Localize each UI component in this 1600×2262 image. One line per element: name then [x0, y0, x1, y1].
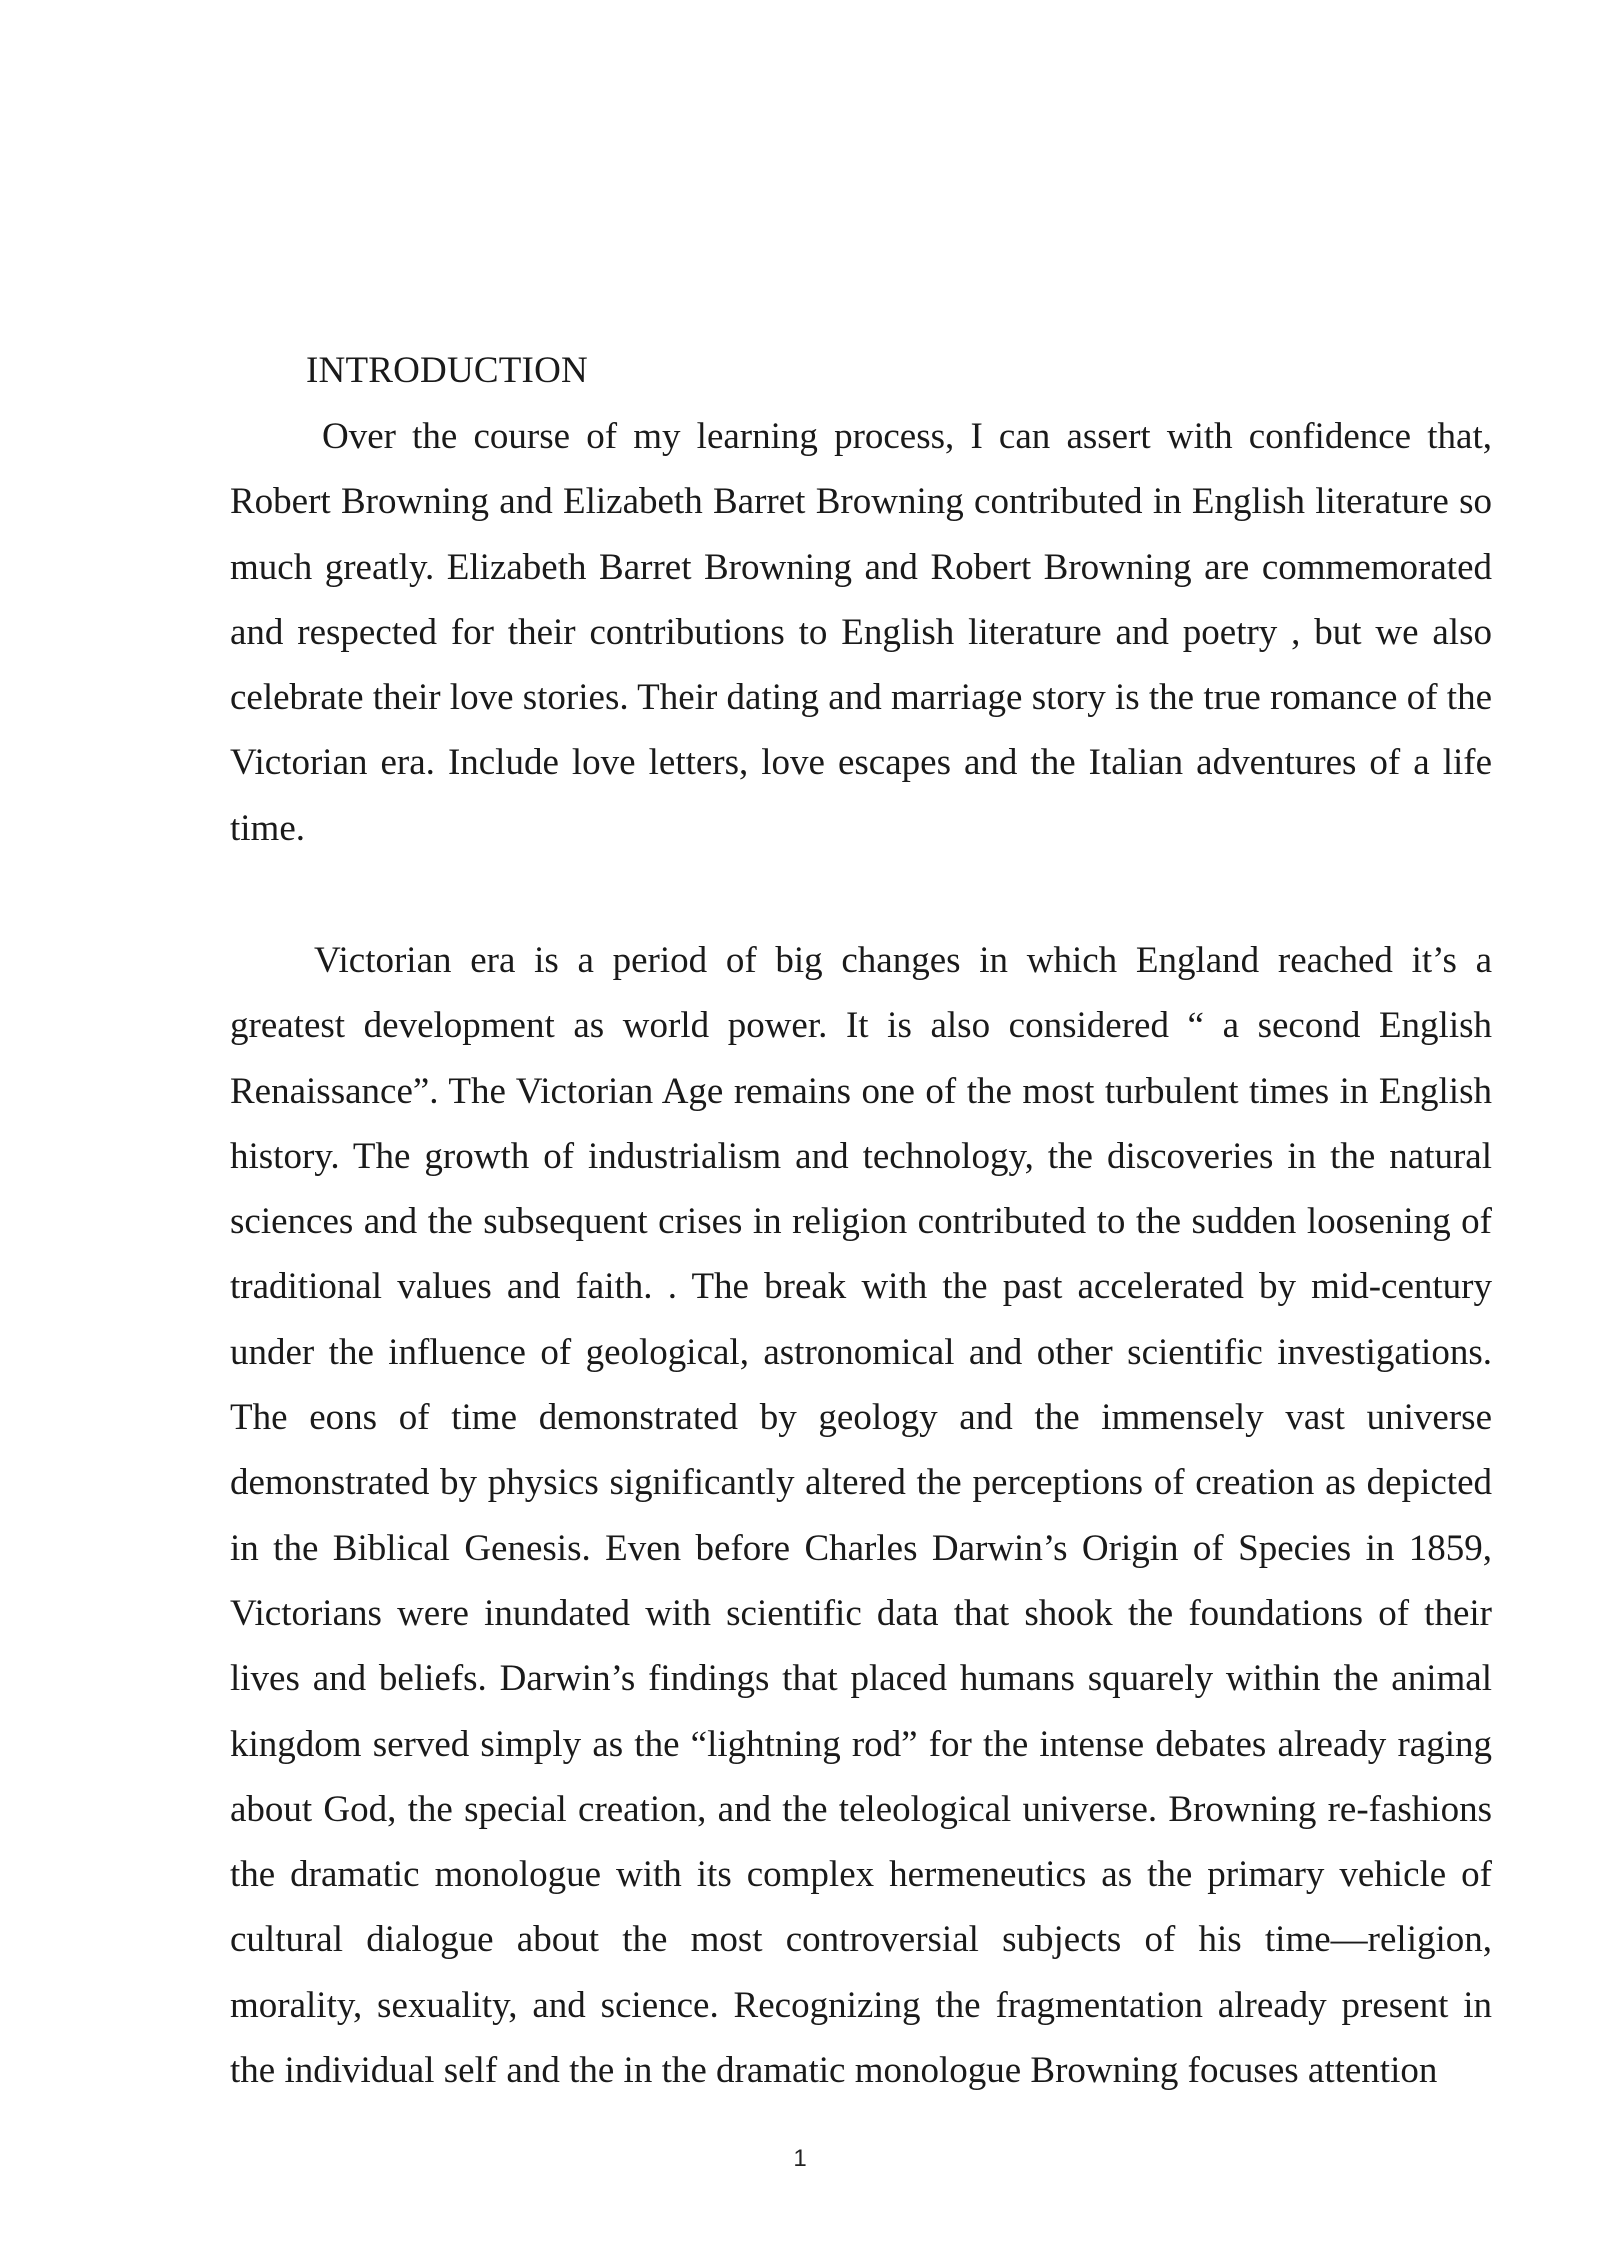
section-heading: INTRODUCTION [306, 350, 588, 391]
intro-paragraph: Over the course of my learning process, I can assert with confidence that, Robert Browning and Elizabeth Barret Browning contributed in English literature so much greatly. Elizabeth Barret Browning and Robert Browning are commemorated and respected for their contributions to English literature and poetry , but we also celebrate their love stories. Their dating and marriage story is the true romance of the Victorian era. Include love letters, love escapes and the Italian adventures of a life time. [230, 416, 1492, 849]
page-number: 1 [793, 2145, 807, 2172]
victorian-era-paragraph: Victorian era is a period of big changes in which England reached it’s a greatest development as world power. It is also considered “ a second English Renaissance”. The Victorian Age remains one of the most turbulent times in English history. The growth of industrialism and technology, the discoveries in the natural sciences and the subsequent crises in religion contributed to the sudden loosening of traditional values and faith. . The break with the past accelerated by mid-century under the influence of geological, astronomical and other scientific investigations. The eons of time demonstrated by geology and the immensely vast universe demonstrated by physics significantly altered the perceptions of creation as depicted in the Biblical Genesis. Even before Charles Darwin’s Origin of Species in 1859, Victorians were inundated with scientific data that shook the foundations of their lives and beliefs. Darwin’s findings that placed humans squarely within the animal kingdom served simply as the “lightning rod” for the intense debates already raging about God, the special creation, and the teleological universe. Browning re-fashions the dramatic monologue with its complex hermeneutics as the primary vehicle of cultural dialogue about the most controversial subjects of his time—religion, morality, sexuality, and science. Recognizing the fragmentation already present in the individual self and the in the dramatic monologue Browning focuses attention [230, 940, 1492, 2092]
